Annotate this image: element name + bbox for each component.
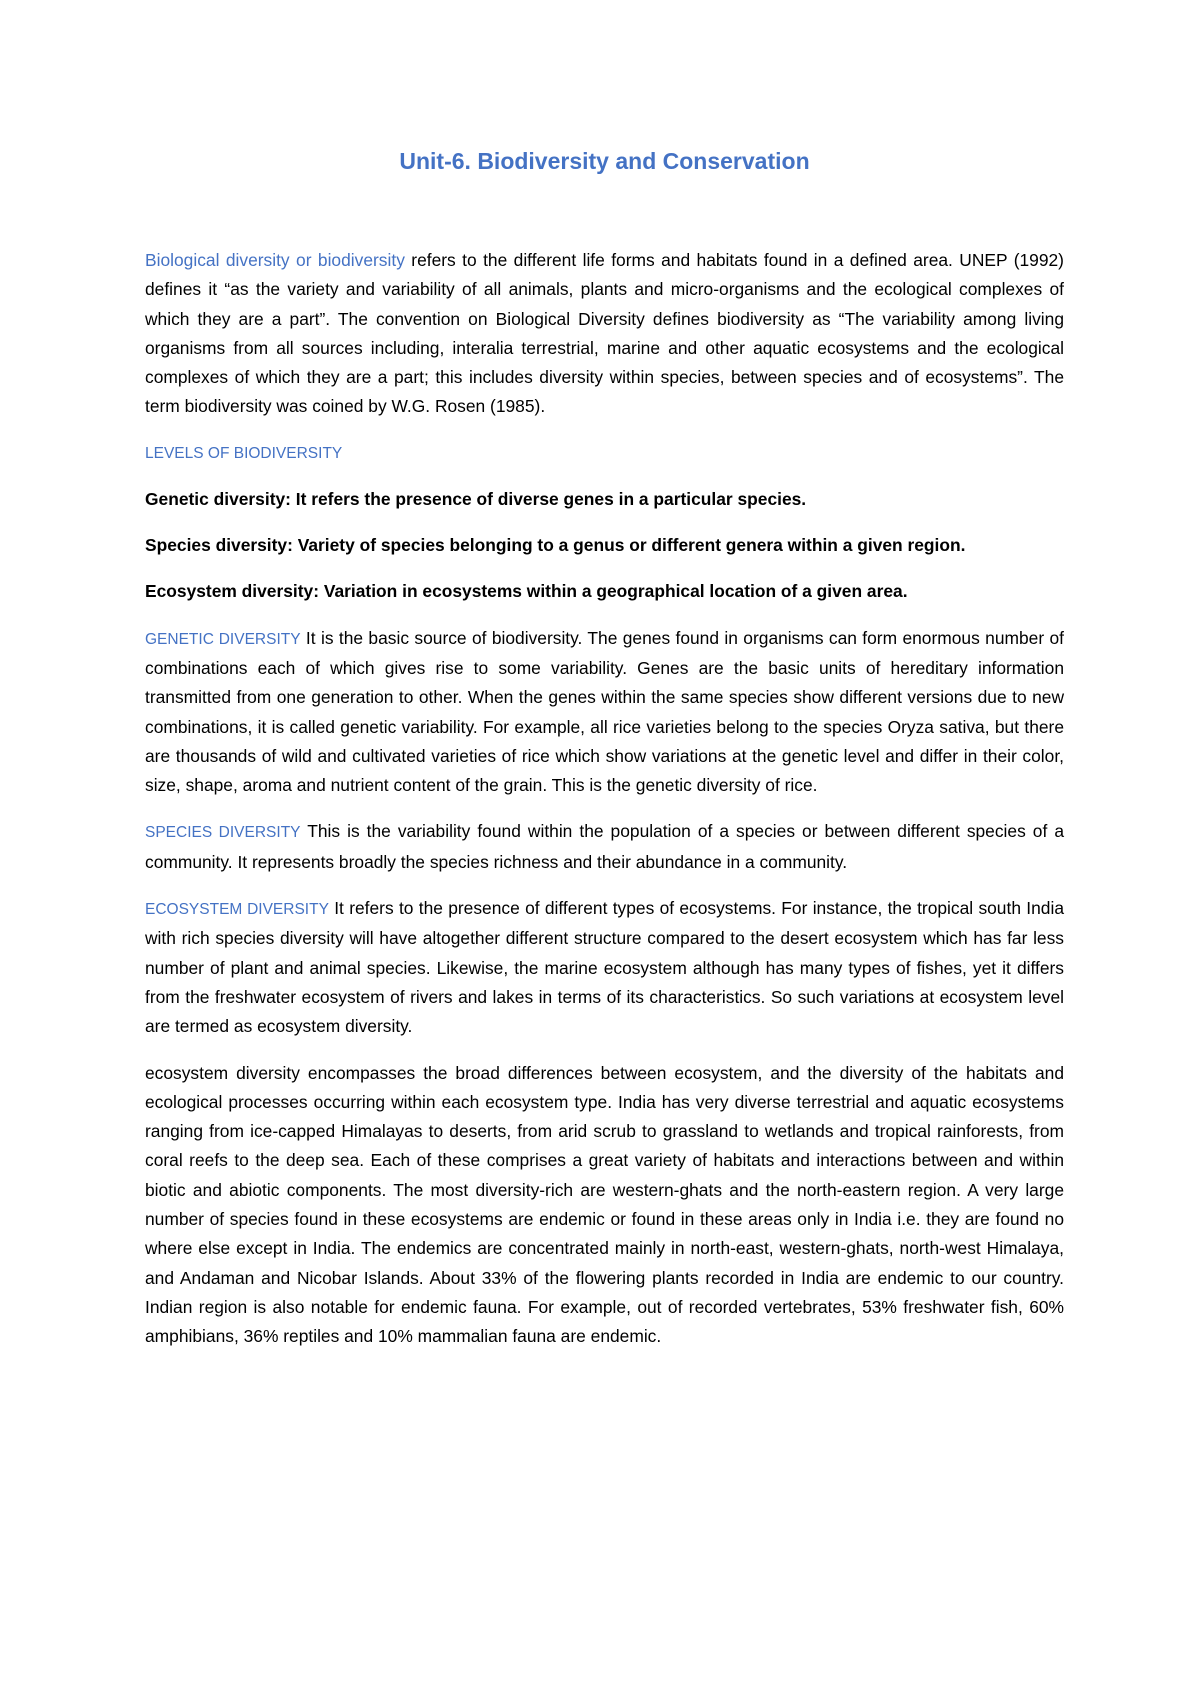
closing-paragraph: ecosystem diversity encompasses the broad differences between ecosystem, and the diversity of the habitats and ecological processes occurring within each ecosystem type. India has very diverse terrestrial and aquatic ecosystems ranging from ice-capped Himalayas to deserts, from arid scrub to grassland to wetlands and tropical rainforests, from coral reefs to the deep sea. Each of these comprises a great variety of habitats and interactions between and within biotic and abiotic components. The most diversity-rich are western-ghats and the north-eastern region. A very large number of species found in these ecosystems are endemic or found in these areas only in India i.e. they are found no where else except in India. The endemics are concentrated mainly in north-east, western-ghats, north-west Himalaya, and Andaman and Nicobar Islands. About 33% of the flowering plants recorded in India are endemic to our country. Indian region is also notable for endemic fauna. For example, out of recorded vertebrates, 53% freshwater fish, 60% amphibians, 36% reptiles and 10% mammalian fauna are endemic. [145,1062,1064,1347]
genetic-diversity-text: It is the basic source of biodiversity. The genes found in organisms can form enormous number of combinations each of which gives rise to some variability. Genes are the basic units of hereditary information transmitted from one generation to other. When the genes within the same species show different versions due to new combinations, it is called genetic variability. For example, all rice varieties belong to the species Oryza sativa, but there are thousands of wild and cultivated varieties of rice which show variations at the genetic level and differ in their color, size, shape, aroma and nutrient content of the grain. This is the genetic diversity of rice. [145,627,1064,796]
level-species: Species diversity: Variety of species belonging to a genus or different genera within a given region. [145,535,966,556]
ecosystem-diversity-text: It refers to the presence of different types of ecosystems. For instance, the tropical south India with rich species diversity will have altogether different structure compared to the desert ecosystem which has far less number of plant and animal species. Likewise, the marine ecosystem although has many types of fishes, yet it differs from the freshwater ecosystem of rivers and lakes in terms of its characteristics. So such variations at ecosystem level are termed as ecosystem diversity. [145,898,1064,1037]
levels-heading: LEVELS OF BIODIVERSITY [145,444,343,462]
ecosystem-diversity-heading: ECOSYSTEM DIVERSITY [145,901,329,919]
intro-term: Biological diversity or biodiversity [145,250,405,270]
intro-paragraph [145,246,1064,422]
page-title: Unit-6. Biodiversity and Conservation [399,148,810,174]
level-genetic: Genetic diversity: It refers the presence of diverse genes in a particular species. [145,488,807,509]
genetic-diversity-heading: GENETIC DIVERSITY [145,630,301,648]
species-diversity-text: This is the variability found within the population of a species or between different species of a community. It represents broadly the species richness and their abundance in a community. [145,821,1064,872]
intro-text: refers to the different life forms and habitats found in a defined area. UNEP (1992) defines it “as the variety and variability of all animals, plants and micro-organisms and the ecological complexes of which they are a part”. The convention on Biological Diversity defines biodiversity as “The variability among living organisms from all sources including, interalia terrestrial, marine and other aquatic ecosystems and the ecological complexes of which they are a part; this includes diversity within species, between species and of ecosystems”. The term biodiversity was coined by W.G. Rosen (1985). [145,250,1064,417]
genetic-diversity-paragraph [145,624,1064,801]
ecosystem-diversity-paragraph [145,894,1064,1041]
level-ecosystem: Ecosystem diversity: Variation in ecosystems within a geographical location of a given area. [145,581,908,602]
species-diversity-paragraph [145,817,1064,877]
levels-list [145,485,1064,607]
species-diversity-heading: SPECIES DIVERSITY [145,824,301,842]
